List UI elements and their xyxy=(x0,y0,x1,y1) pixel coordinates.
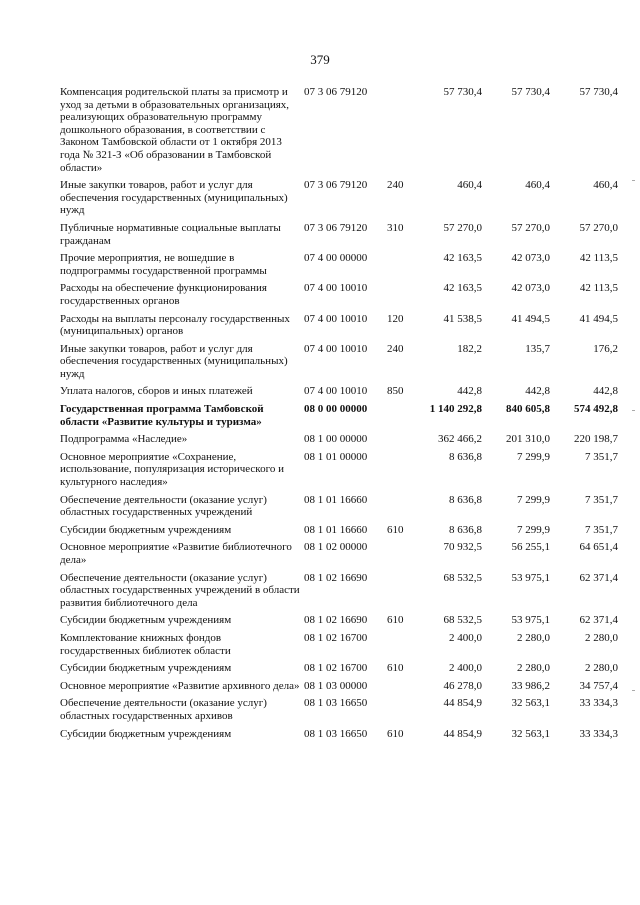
row-expense-kind xyxy=(387,541,414,571)
row-value-3: 42 113,5 xyxy=(579,252,618,265)
row-value-3: 41 494,5 xyxy=(579,312,618,325)
scan-mark xyxy=(632,690,635,691)
row-expense-kind: 610 xyxy=(387,523,404,536)
row-value-1: 68 532,5 xyxy=(443,571,482,584)
table-row xyxy=(60,541,618,571)
row-code: 07 3 06 79120 xyxy=(304,86,368,98)
row-name: Прочие мероприятия, не вошедшие в подпрограммы государственной программы xyxy=(60,252,267,277)
row-value-3: 176,2 xyxy=(593,342,618,355)
row-expense-kind: 610 xyxy=(387,727,404,740)
row-value-1: 57 270,0 xyxy=(443,221,482,234)
row-code: 08 1 02 16700 xyxy=(304,662,368,675)
row-value-1: 41 538,5 xyxy=(443,312,482,325)
row-value-2: 42 073,0 xyxy=(511,282,550,295)
table-row xyxy=(60,680,618,698)
row-expense-kind xyxy=(387,451,414,494)
row-name: Субсидии бюджетным учреждениям xyxy=(60,523,232,536)
row-expense-kind: 240 xyxy=(387,179,404,192)
row-value-2: 7 299,9 xyxy=(517,493,550,506)
row-expense-kind: 610 xyxy=(387,662,404,675)
row-value-1: 46 278,0 xyxy=(443,679,482,692)
row-value-1: 8 636,8 xyxy=(449,493,482,506)
table-row xyxy=(60,222,618,252)
row-name: Уплата налогов, сборов и иных платежей xyxy=(60,385,253,398)
table-row xyxy=(60,433,618,451)
row-value-1: 70 932,5 xyxy=(443,541,482,554)
row-code: 08 1 01 00000 xyxy=(304,450,368,463)
row-code: 08 1 02 00000 xyxy=(304,541,368,554)
table-row xyxy=(60,494,618,524)
row-expense-kind xyxy=(387,86,414,179)
row-name: Основное мероприятие «Развитие библиотечного дела» xyxy=(60,541,292,566)
row-code: 07 3 06 79120 xyxy=(304,221,368,234)
row-value-3: 34 757,4 xyxy=(579,679,618,692)
row-code: 07 4 00 00000 xyxy=(304,252,368,265)
row-value-2: 32 563,1 xyxy=(511,727,550,740)
row-value-3: 460,4 xyxy=(593,179,618,192)
row-value-2: 33 986,2 xyxy=(511,679,550,692)
row-code: 08 1 01 16660 xyxy=(304,493,368,506)
row-expense-kind xyxy=(387,494,414,524)
row-value-1: 8 636,8 xyxy=(449,450,482,463)
row-value-3: 33 334,3 xyxy=(579,697,618,710)
table-row xyxy=(60,662,618,680)
row-value-2: 41 494,5 xyxy=(511,312,550,325)
row-value-1: 460,4 xyxy=(457,179,482,192)
table-row xyxy=(60,313,618,343)
row-value-1: 182,2 xyxy=(457,342,482,355)
row-value-1: 2 400,0 xyxy=(449,662,482,675)
row-name: Обеспечение деятельности (оказание услуг) областных государственных учреждений в области развития библиотечного дела xyxy=(60,571,300,609)
row-value-3: 2 280,0 xyxy=(585,662,618,675)
row-value-3: 7 351,7 xyxy=(585,450,618,463)
row-expense-kind xyxy=(387,572,414,615)
row-name: Подпрограмма «Наследие» xyxy=(60,433,188,446)
row-value-3: 2 280,0 xyxy=(585,631,618,644)
row-code: 07 3 06 79120 xyxy=(304,179,368,192)
row-name: Публичные нормативные социальные выплаты гражданам xyxy=(60,221,281,247)
row-value-1: 2 400,0 xyxy=(449,631,482,644)
row-expense-kind xyxy=(387,282,414,312)
table-row xyxy=(60,343,618,386)
row-value-1: 44 854,9 xyxy=(443,727,482,740)
row-value-2: 7 299,9 xyxy=(517,523,550,536)
row-expense-kind xyxy=(387,632,414,662)
row-value-1: 44 854,9 xyxy=(443,697,482,710)
page-number: 379 xyxy=(310,52,330,67)
row-code: 07 4 00 10010 xyxy=(304,282,368,295)
row-value-3: 7 351,7 xyxy=(585,493,618,506)
row-code: 08 0 00 00000 xyxy=(304,403,368,416)
row-value-2: 56 255,1 xyxy=(511,541,550,554)
row-value-3: 220 198,7 xyxy=(574,433,618,446)
table-row xyxy=(60,614,618,632)
row-value-3: 57 270,0 xyxy=(579,221,618,234)
row-value-2: 57 730,4 xyxy=(511,86,550,98)
row-expense-kind xyxy=(387,403,414,433)
row-name: Комплектование книжных фондов государственных библиотек области xyxy=(60,631,231,657)
row-expense-kind xyxy=(387,697,414,727)
row-name: Иные закупки товаров, работ и услуг для обеспечения государственных (муниципальных) нужд xyxy=(60,179,288,217)
budget-table-body xyxy=(60,86,618,745)
row-name: Государственная программа Тамбовской области «Развитие культуры и туризма» xyxy=(60,403,264,428)
table-row xyxy=(60,632,618,662)
scan-mark xyxy=(632,180,635,181)
row-value-3: 442,8 xyxy=(593,385,618,398)
row-code: 08 1 02 16700 xyxy=(304,631,368,644)
row-value-1: 68 532,5 xyxy=(443,614,482,627)
row-name: Обеспечение деятельности (оказание услуг) областных государственных учреждений xyxy=(60,493,267,519)
row-code: 08 1 03 16650 xyxy=(304,697,368,710)
row-value-2: 32 563,1 xyxy=(511,697,550,710)
table-row xyxy=(60,524,618,542)
row-name: Основное мероприятие «Сохранение, использование, популяризация исторического и культурного наследия» xyxy=(60,450,284,489)
row-expense-kind xyxy=(387,252,414,282)
row-value-3: 574 492,8 xyxy=(574,403,618,416)
row-expense-kind: 310 xyxy=(387,221,404,234)
row-name: Расходы на обеспечение функционирования государственных органов xyxy=(60,282,267,307)
row-expense-kind: 610 xyxy=(387,614,404,627)
row-code: 08 1 00 00000 xyxy=(304,433,368,446)
row-code: 07 4 00 10010 xyxy=(304,385,368,398)
row-value-2: 2 280,0 xyxy=(517,631,550,644)
row-value-3: 42 113,5 xyxy=(579,282,618,295)
row-value-1: 42 163,5 xyxy=(443,282,482,295)
row-expense-kind: 850 xyxy=(387,385,404,398)
row-expense-kind xyxy=(387,680,414,698)
table-row xyxy=(60,385,618,403)
row-name: Субсидии бюджетным учреждениям xyxy=(60,614,232,627)
row-name: Субсидии бюджетным учреждениям xyxy=(60,662,232,675)
row-value-2: 42 073,0 xyxy=(511,252,550,265)
row-name: Компенсация родительской платы за присмотр и уход за детьми в образовательных организациях, реализующих образовательную программу дошкольного образования, в соответствии с Законом Тамбовской области от 1 октября 2013 года № 321-З «Об образовании в Тамбовской области» xyxy=(60,86,290,174)
table-row xyxy=(60,572,618,615)
row-code: 08 1 03 16650 xyxy=(304,727,368,740)
row-value-2: 201 310,0 xyxy=(506,433,550,446)
row-value-2: 840 605,8 xyxy=(506,403,550,416)
row-value-3: 7 351,7 xyxy=(585,523,618,536)
row-value-2: 7 299,9 xyxy=(517,450,550,463)
row-value-1: 442,8 xyxy=(457,385,482,398)
row-value-3: 57 730,4 xyxy=(579,86,618,98)
row-name: Расходы на выплаты персоналу государственных (муниципальных) органов xyxy=(60,312,290,338)
row-name: Обеспечение деятельности (оказание услуг) областных государственных архивов xyxy=(60,697,267,722)
row-value-2: 135,7 xyxy=(525,342,550,355)
row-name: Субсидии бюджетным учреждениям xyxy=(60,727,232,740)
scan-mark xyxy=(632,410,635,411)
row-expense-kind: 120 xyxy=(387,312,404,325)
row-value-2: 53 975,1 xyxy=(511,571,550,584)
row-value-2: 442,8 xyxy=(525,385,550,398)
table-row xyxy=(60,86,618,179)
row-name: Основное мероприятие «Развитие архивного дела» xyxy=(60,679,300,692)
row-value-2: 57 270,0 xyxy=(511,221,550,234)
row-value-3: 64 651,4 xyxy=(579,541,618,554)
row-code: 07 4 00 10010 xyxy=(304,312,368,325)
row-value-1: 8 636,8 xyxy=(449,523,482,536)
row-expense-kind xyxy=(387,433,414,451)
row-value-1: 42 163,5 xyxy=(443,252,482,265)
row-code: 08 1 02 16690 xyxy=(304,614,368,627)
budget-table xyxy=(60,86,618,745)
row-code: 08 1 03 00000 xyxy=(304,679,368,692)
row-code: 08 1 01 16660 xyxy=(304,523,368,536)
row-value-1: 57 730,4 xyxy=(443,86,482,98)
row-value-3: 62 371,4 xyxy=(579,614,618,627)
table-row xyxy=(60,282,618,312)
row-code: 08 1 02 16690 xyxy=(304,571,368,584)
table-row xyxy=(60,403,618,433)
table-row xyxy=(60,252,618,282)
table-row xyxy=(60,451,618,494)
row-code: 07 4 00 10010 xyxy=(304,342,368,355)
row-value-1: 362 466,2 xyxy=(438,433,482,446)
row-value-2: 460,4 xyxy=(525,179,550,192)
row-value-2: 2 280,0 xyxy=(517,662,550,675)
row-value-3: 33 334,3 xyxy=(579,727,618,740)
row-expense-kind: 240 xyxy=(387,342,404,355)
row-value-2: 53 975,1 xyxy=(511,614,550,627)
row-value-1: 1 140 292,8 xyxy=(429,403,482,416)
table-row xyxy=(60,728,618,746)
row-value-3: 62 371,4 xyxy=(579,571,618,584)
row-name: Иные закупки товаров, работ и услуг для обеспечения государственных (муниципальных) нужд xyxy=(60,342,288,380)
table-row xyxy=(60,179,618,222)
table-row xyxy=(60,697,618,727)
